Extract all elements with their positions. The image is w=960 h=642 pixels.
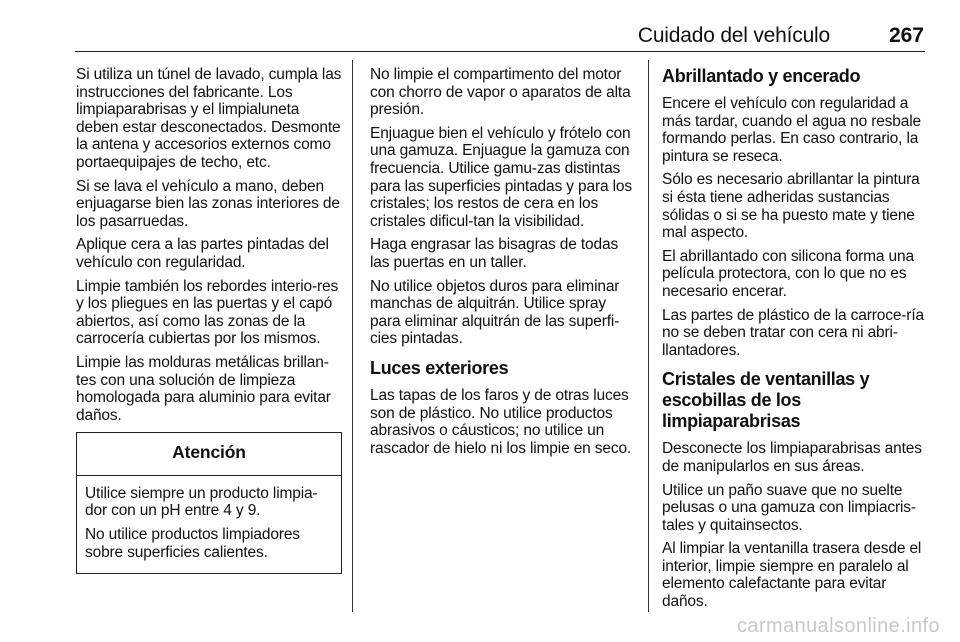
paragraph: No utilice objetos duros para eliminar manchas de alquitrán. Utilice spray para eliminar alquitrán de las superfi-cies pintadas. [370, 277, 620, 348]
paragraph: Las partes de plástico de la carroce-ría no se deben tratar con cera ni abri-llantadores. [662, 306, 924, 359]
paragraph: El abrillantado con silicona forma una película protectora, con lo que no es necesario encerar. [662, 247, 914, 300]
caution-text: No utilice productos limpiadores sobre superficies calientes. [85, 526, 300, 561]
paragraph: Si utiliza un túnel de lavado, cumpla las instrucciones del fabricante. Los limpiaparabrisas y el limpialuneta deben estar desconectados. Desmonte la antena y accesorios externos como portaequipajes de techo, etc. [76, 66, 342, 171]
paragraph: Sólo es necesario abrillantar la pintura si ésta tiene adheridas sustancias sólidas o si se ha puesto mate y tiene mal aspecto. [662, 171, 920, 242]
paragraph: Utilice un paño suave que no suelte pelusas o una gamuza con limpiacris-tales y quitainsectos. [662, 481, 916, 534]
caution-text: Utilice siempre un producto limpia-dor con un pH entre 4 y 9. [85, 484, 318, 520]
paragraph: No limpie el compartimento del motor con chorro de vapor o aparatos de alta presión. [370, 66, 631, 119]
paragraph: Limpie también los rebordes interio-res y los pliegues en las puertas y el capó abiertos, así como las zonas de la carrocería cubiertas por los mismos. [76, 277, 339, 348]
section-heading: Abrillantado y encerado [662, 66, 861, 86]
paragraph: Al limpiar la ventanilla trasera desde el interior, limpie siempre en paralelo al elemento calefactante para evitar daños. [662, 540, 922, 611]
column-2 [370, 66, 636, 463]
section-heading: Luces exteriores [370, 357, 509, 378]
paragraph: Desconecte los limpiaparabrisas antes de manipularlos en sus áreas. [662, 440, 922, 475]
paragraph: Limpie las molduras metálicas brillan-tes con una solución de limpieza homologada para aluminio para evitar daños. [76, 353, 331, 424]
paragraph: Haga engrasar las bisagras de todas las puertas en un taller. [370, 236, 619, 271]
column-divider-1 [352, 60, 353, 612]
watermark: carmanualsonline.info [737, 615, 940, 637]
column-1 [76, 66, 342, 574]
paragraph: Aplique cera a las partes pintadas del vehículo con regularidad. [76, 236, 329, 271]
paragraph: Las tapas de los faros y de otras luces son de plástico. No utilice productos abrasivos o cáusticos; no utilice un rascador de hielo ni los limpie en seco. [370, 386, 632, 457]
page-number: 267 [888, 24, 924, 47]
header-divider [75, 51, 925, 52]
caution-title: Atención [77, 433, 341, 476]
column-3 [662, 66, 928, 617]
page-header-title: Cuidado del vehículo [637, 24, 830, 47]
paragraph: Encere el vehículo con regularidad a más tardar, cuando el agua no resbale formando perlas. En caso contrario, la pintura se reseca. [662, 95, 921, 165]
caution-body [77, 476, 341, 573]
column-divider-2 [648, 60, 649, 612]
paragraph: Enjuague bien el vehículo y frótelo con una gamuza. Enjuague la gamuza con frecuencia. Utilice gamu-zas distintas para las superficies pintadas y para los cristales; los restos de cera en los cristales dificul-tan la visibilidad. [370, 124, 632, 230]
paragraph: Si se lava el vehículo a mano, deben enjuagarse bien las zonas interiores de los pasarruedas. [76, 177, 340, 230]
section-heading: Cristales de ventanillas y escobillas de los limpiaparabrisas [662, 369, 870, 432]
caution-box [76, 432, 342, 574]
